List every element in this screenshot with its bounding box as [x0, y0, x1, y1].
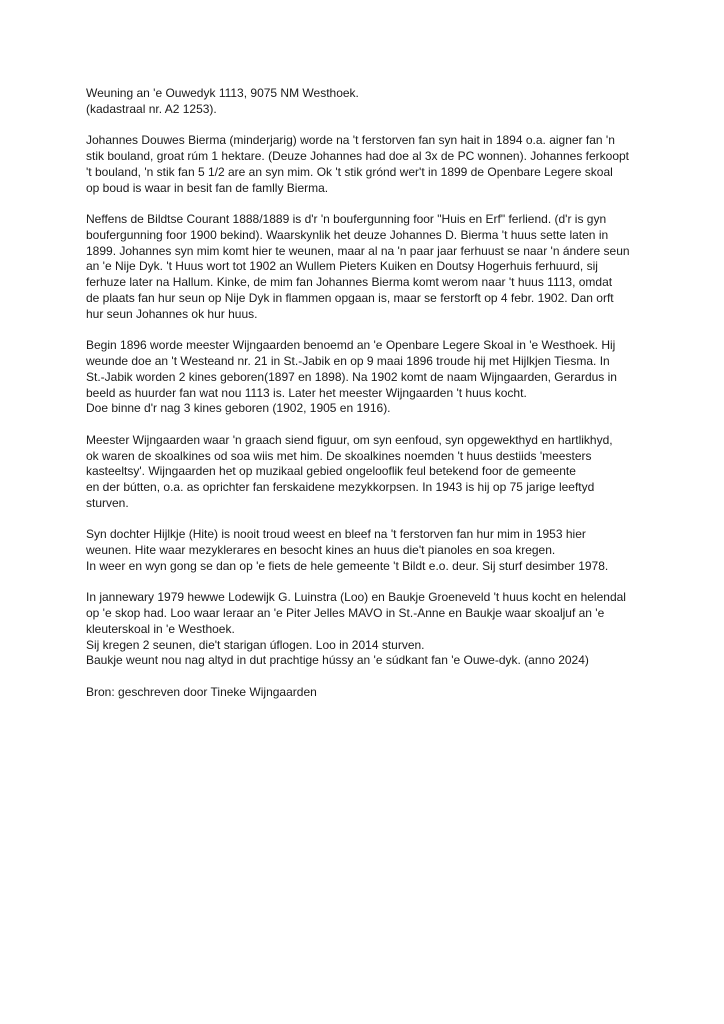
address-paragraph [86, 86, 646, 118]
text-line: Meester Wijngaarden waar 'n graach siend figuur, om syn eenfoud, syn opgewekthyd en hartlikhyd, [86, 432, 613, 447]
text-line: (kadastraal nr. A2 1253). [86, 101, 217, 116]
text-line: Johannes Douwes Bierma (minderjarig) worde na 't ferstorven fan syn hait in 1894 o.a. aigner fan 'n [86, 133, 615, 148]
text-line: Neffens de Bildtse Courant 1888/1889 is d'r 'n boufergunning foor "Huis en Erf" ferliend. (d'r is gyn [86, 211, 607, 226]
text-line: Begin 1896 worde meester Wijngaarden benoemd an 'e Openbare Legere Skoal in 'e Westhoek. Hij [86, 338, 616, 353]
text-line: beeld as huurder fan wat nou 1113 is. Later het meester Wijngaarden 't huus kocht. [86, 385, 527, 400]
text-line: 't bouland, 'n stik fan 5 1/2 are an syn mim. Ok 't stik grónd wer't in 1899 de Openbare Legere skoal [86, 164, 613, 179]
text-line: hur seun Johannes ok hur huus. [86, 306, 258, 321]
wijngaarden-arrival-paragraph [86, 338, 646, 417]
text-line: ferhuze later na Hallum. Kinke, de mim fan Johannes Bierma komt werom naar 't huus 1113, omdat [86, 275, 613, 290]
text-line: Bron: geschreven door Tineke Wijngaarden [86, 684, 317, 699]
source-paragraph [86, 685, 646, 701]
daughter-hite-paragraph [86, 527, 646, 574]
text-line: de plaats fan hur seun op Nije Dyk in flammen opgaan is, maar se ferstorft op 4 febr. 1902. Dan orft [86, 290, 614, 305]
text-line: weunde doe an 't Westeand nr. 21 in St.-Jabik en op 9 maai 1896 troude hij met Hijlkjen Tiesma. In [86, 353, 610, 368]
text-line: weunen. Hite waar mezyklerares en besocht kines an huus die't pianoles en soa kregen. [86, 543, 556, 558]
building-permit-paragraph [86, 212, 646, 323]
text-line: Weuning an 'e Ouwedyk 1113, 9075 NM Westhoek. [86, 86, 359, 100]
text-line: sturven. [86, 495, 129, 510]
text-line: Syn dochter Hijlkje (Hite) is nooit troud weest en bleef na 't ferstorven fan hur mim in 1953 hier [86, 527, 586, 542]
text-line: en der bútten, o.a. as oprichter fan ferskaidene mezykkorpsen. In 1943 is hij op 75 jarige leeftyd [86, 480, 595, 495]
wijngaarden-character-paragraph [86, 433, 646, 512]
text-line: In jannewary 1979 hewwe Lodewijk G. Luinstra (Loo) en Baukje Groeneveld 't huus kocht en helendal [86, 590, 626, 605]
text-line: op 'e skop had. Loo waar leraar an 'e Piter Jelles MAVO in St.-Anne en Baukje waar skoaljuf an 'e [86, 606, 605, 621]
text-line: kleuterskoal in 'e Westhoek. [86, 621, 235, 636]
luinstra-paragraph [86, 590, 646, 669]
text-line: In weer en wyn gong se dan op 'e fiets de hele gemeente 't Bildt e.o. deur. Sij sturf desimber 1978. [86, 558, 609, 573]
text-line: stik bouland, groat rúm 1 hektare. (Deuze Johannes had doe al 3x de PC wonnen). Johannes ferkoopt [86, 148, 630, 163]
text-line: Doe binne d'r nag 3 kines geboren (1902, 1905 en 1916). [86, 401, 391, 416]
bierma-ownership-paragraph [86, 133, 646, 196]
text-line: Sij kregen 2 seunen, die't starigan úflogen. Loo in 2014 sturven. [86, 637, 425, 652]
text-line: op boud is waar in besit fan de famlly Bierma. [86, 180, 329, 195]
text-line: ok waren de skoalkines od soa wiis met him. De skoalkines noemden 't huus destiids 'meesters [86, 448, 592, 463]
text-line: 1899. Johannes syn mim komt hier te weunen, maar al na 'n paar jaar ferhuust se naar 'n ándere seun [86, 243, 630, 258]
text-line: an 'e Nije Dyk. 't Huus wort tot 1902 an Wullem Pieters Kuiken en Doutsy Hogerhuis ferhuurd, sij [86, 259, 598, 274]
text-line: St.-Jabik worden 2 kines geboren(1897 en 1898). Na 1902 komt de naam Wijngaarden, Gerardus in [86, 369, 617, 384]
text-line: kasteeltsy'. Wijngaarden het op muzikaal gebied ongelooflik feul betekend foor de gemeente [86, 464, 576, 479]
text-line: boufergunning foor 1900 bekind). Waarskynlik het deuze Johannes D. Bierma 't huus sette laten in [86, 227, 609, 242]
document-page [86, 86, 646, 716]
text-line: Baukje weunt nou nag altyd in dut prachtige hússy an 'e súdkant fan 'e Ouwe-dyk. (anno 2024) [86, 653, 589, 668]
